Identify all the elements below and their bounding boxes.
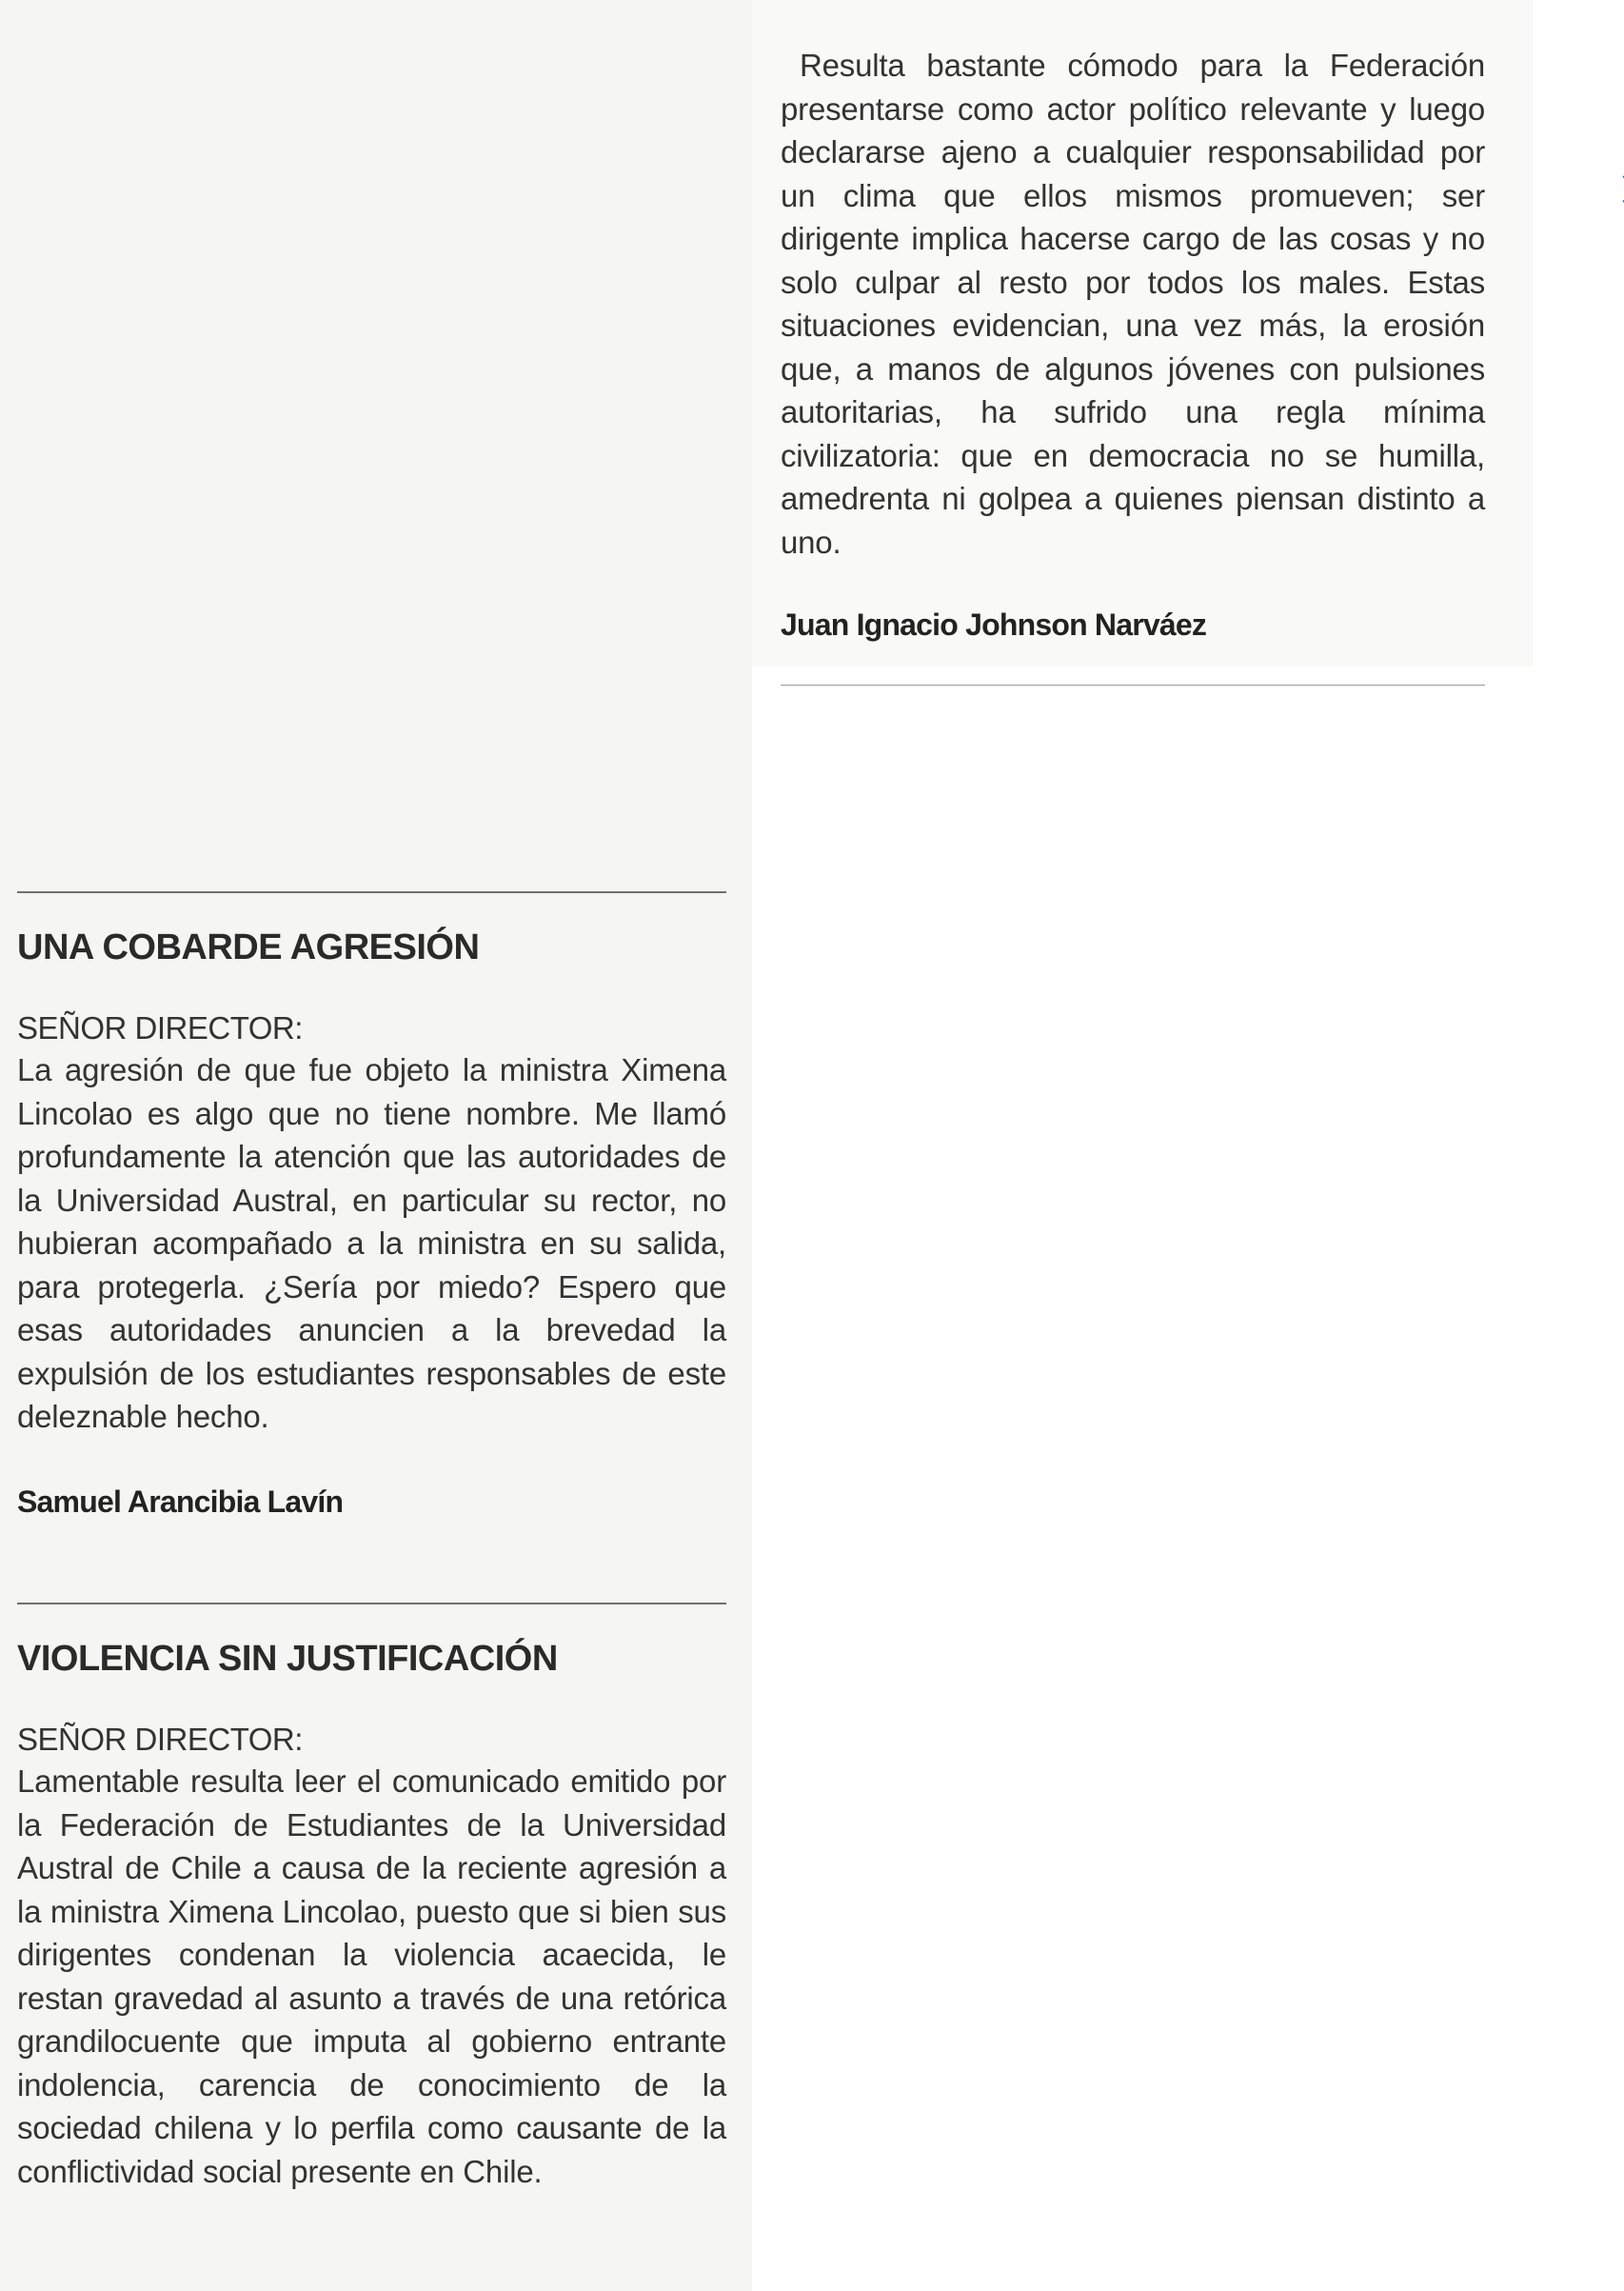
letter-body: La agresión de que fue objeto la ministra Ximena Lincolao es algo que no tiene nombre. Me llamó profundamente la atención que las autoridades de la Universidad Austral, en particular su rector, no hubieran acompañado a la ministra en su salida, para protegerla. ¿Sería por miedo? Espero que esas autoridades anuncien a la brevedad la expulsión de los estudiantes responsables de este deleznable hecho. [17, 1052, 726, 1434]
letter-body: Lamentable resulta leer el comunicado emitido por la Federación de Estudiantes de la Universidad Austral de Chile a causa de la reciente agresión a la ministra Ximena Lincolao, puesto que si bien sus dirigentes condenan la violencia acaecida, le restan gravedad al asunto a través de una retórica grandilocuente que imputa al gobierno entrante indolencia, carencia de conocimiento de la sociedad chilena y lo perfila como causante de la conflictividad social presente en Chile. [17, 1763, 726, 2189]
chevron-right-icon [1614, 175, 1624, 204]
letter-continued [781, 44, 1485, 686]
next-page-button[interactable] [1614, 171, 1624, 209]
letter-continued-body: Resulta bastante cómodo para la Federación presentarse como actor político relevante y luego declararse ajeno a cualquier responsabilidad por un clima que ellos mismos promueven; ser dirigente implica hacerse cargo de las cosas y no solo culpar al resto por todos los males. Estas situaciones evidencian, una vez más, la erosión que, a manos de algunos jóvenes con pulsiones autoritarias, ha sufrido una regla mínima civilizatoria: que en democracia no se humilla, amedrenta ni golpea a quienes piensan distinto a uno. [781, 48, 1485, 560]
letter-signature: Samuel Arancibia Lavín [17, 1484, 344, 1519]
letter-headline: VIOLENCIA SIN JUSTIFICACIÓN [17, 1639, 558, 1679]
letter-continued-signature: Juan Ignacio Johnson Narváez [781, 608, 1207, 642]
section-divider [17, 1603, 726, 1604]
letter-cobarde-agresion [17, 891, 726, 1520]
letter-headline: UNA COBARDE AGRESIÓN [17, 927, 480, 967]
letter-violencia-sin-justificacion [17, 1603, 726, 2193]
letter-divider [781, 685, 1485, 686]
letter-salutation: SEÑOR DIRECTOR: [17, 1722, 303, 1757]
letter-salutation: SEÑOR DIRECTOR: [17, 1010, 303, 1046]
section-divider [17, 891, 726, 893]
